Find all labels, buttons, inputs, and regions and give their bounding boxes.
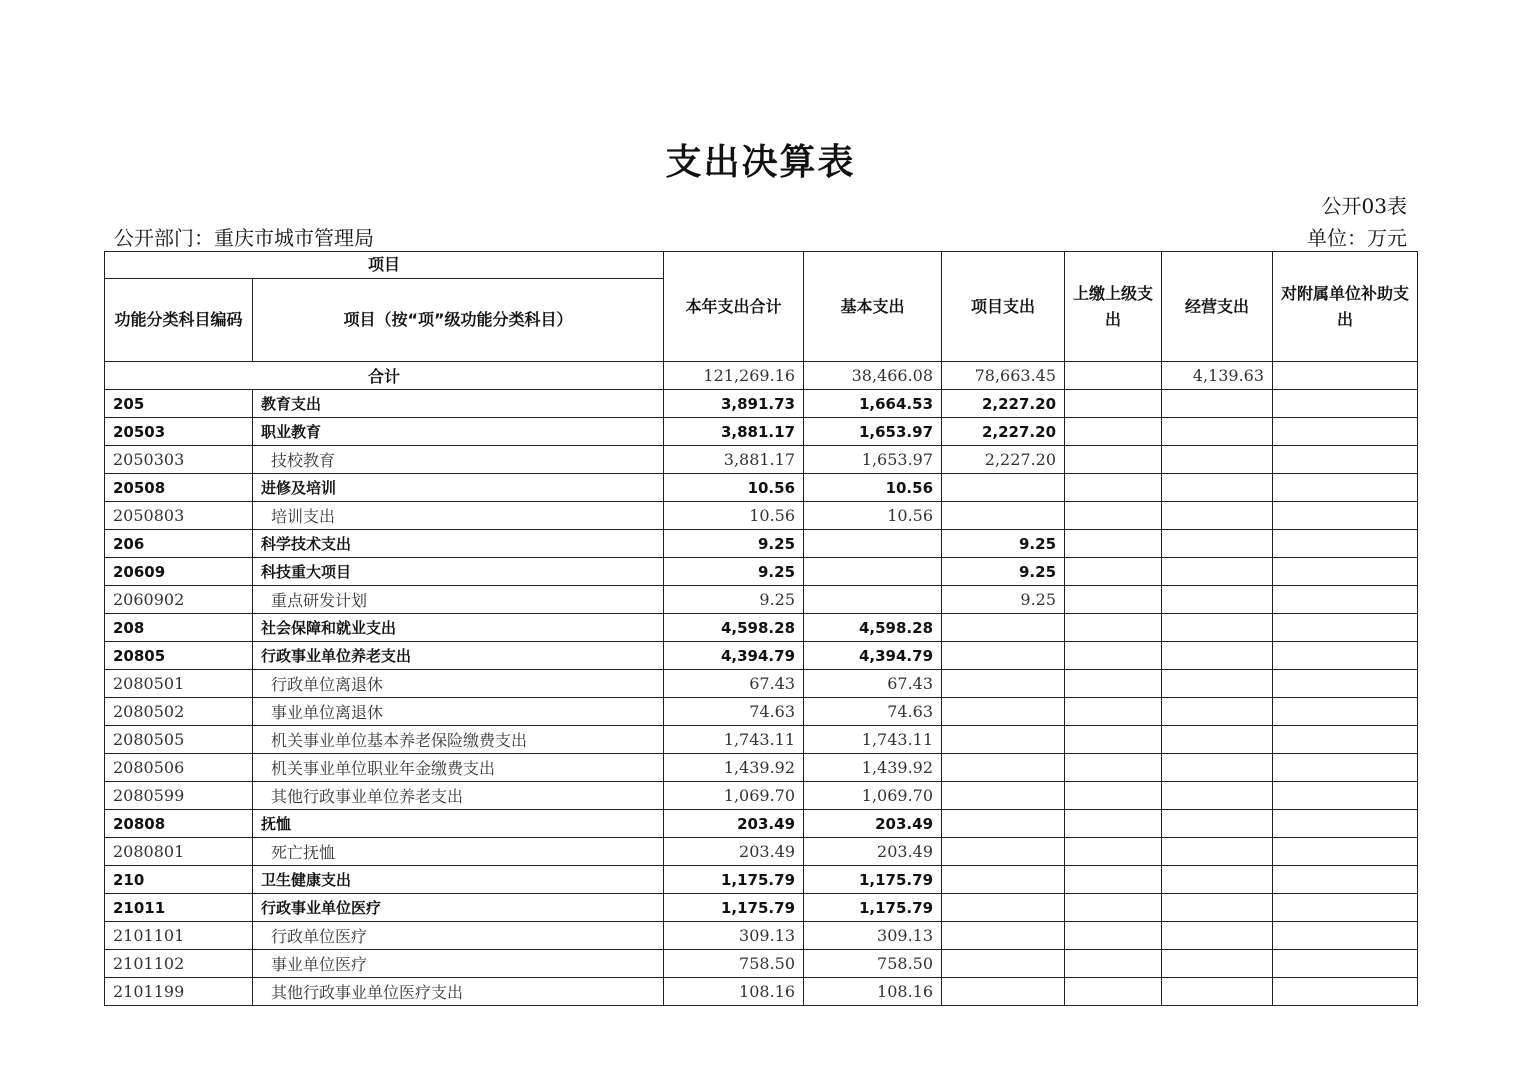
table-row <box>105 530 1418 558</box>
cell-total: 3,881.17 <box>664 446 804 474</box>
cell-subsidy <box>1273 558 1418 586</box>
cell-name: 事业单位离退休 <box>253 698 664 726</box>
cell-basic <box>804 586 942 614</box>
cell-project-exp: 9.25 <box>942 530 1065 558</box>
table-row <box>105 838 1418 866</box>
header-code: 功能分类科目编码 <box>105 279 253 362</box>
cell-code: 2080505 <box>105 726 253 754</box>
cell-remit <box>1065 922 1162 950</box>
cell-basic: 67.43 <box>804 670 942 698</box>
cell-remit <box>1065 446 1162 474</box>
cell-code: 205 <box>105 390 253 418</box>
cell-name: 教育支出 <box>253 390 664 418</box>
cell-operating <box>1162 726 1273 754</box>
cell-total: 1,743.11 <box>664 726 804 754</box>
table-row <box>105 978 1418 1006</box>
cell-name: 科技重大项目 <box>253 558 664 586</box>
cell-operating <box>1162 642 1273 670</box>
cell-code: 2101102 <box>105 950 253 978</box>
cell-subsidy <box>1273 390 1418 418</box>
page-title: 支出决算表 <box>665 142 856 183</box>
table-row <box>105 782 1418 810</box>
cell-total: 1,175.79 <box>664 866 804 894</box>
cell-remit <box>1065 810 1162 838</box>
cell-total: 9.25 <box>664 558 804 586</box>
cell-name: 其他行政事业单位医疗支出 <box>253 978 664 1006</box>
cell-code: 2080501 <box>105 670 253 698</box>
cell-code: 208 <box>105 614 253 642</box>
form-number: 公开03表 <box>1321 194 1407 218</box>
total-label: 合计 <box>105 362 664 390</box>
table-row <box>105 726 1418 754</box>
cell-operating <box>1162 866 1273 894</box>
table-row <box>105 390 1418 418</box>
cell-name: 机关事业单位基本养老保险缴费支出 <box>253 726 664 754</box>
total-row <box>105 362 1418 390</box>
cell-subsidy <box>1273 726 1418 754</box>
cell-name: 技校教育 <box>253 446 664 474</box>
cell-basic: 10.56 <box>804 502 942 530</box>
header-subsidy: 对附属单位补助支出 <box>1273 252 1418 362</box>
cell-total: 10.56 <box>664 502 804 530</box>
cell-subsidy <box>1273 698 1418 726</box>
cell-operating <box>1162 586 1273 614</box>
cell-project-exp <box>942 922 1065 950</box>
cell-total: 9.25 <box>664 586 804 614</box>
table-row <box>105 670 1418 698</box>
header-project: 项目 <box>105 252 664 279</box>
cell-code: 2080502 <box>105 698 253 726</box>
table-row <box>105 614 1418 642</box>
cell-operating <box>1162 838 1273 866</box>
table-row <box>105 474 1418 502</box>
cell-operating <box>1162 530 1273 558</box>
cell-code: 2101199 <box>105 978 253 1006</box>
cell-remit <box>1065 418 1162 446</box>
cell-remit <box>1065 614 1162 642</box>
cell-remit <box>1065 586 1162 614</box>
cell-name: 行政事业单位养老支出 <box>253 642 664 670</box>
cell-remit <box>1065 530 1162 558</box>
cell-operating <box>1162 922 1273 950</box>
cell-name: 死亡抚恤 <box>253 838 664 866</box>
cell-operating <box>1162 474 1273 502</box>
header-operating: 经营支出 <box>1162 252 1273 362</box>
cell-name: 卫生健康支出 <box>253 866 664 894</box>
cell-code: 2050803 <box>105 502 253 530</box>
cell-name: 事业单位医疗 <box>253 950 664 978</box>
table-row <box>105 810 1418 838</box>
cell-project-exp <box>942 698 1065 726</box>
cell-project-exp: 2,227.20 <box>942 418 1065 446</box>
cell-project-exp <box>942 642 1065 670</box>
cell-subsidy <box>1273 950 1418 978</box>
table-row <box>105 922 1418 950</box>
cell-remit <box>1065 866 1162 894</box>
cell-subsidy <box>1273 614 1418 642</box>
cell-subsidy <box>1273 838 1418 866</box>
cell-code: 2080599 <box>105 782 253 810</box>
cell-operating <box>1162 754 1273 782</box>
cell-total: 309.13 <box>664 922 804 950</box>
cell-total: 9.25 <box>664 530 804 558</box>
cell-basic: 758.50 <box>804 950 942 978</box>
cell-project-exp: 9.25 <box>942 586 1065 614</box>
cell-basic: 203.49 <box>804 810 942 838</box>
table-row <box>105 446 1418 474</box>
cell-code: 20503 <box>105 418 253 446</box>
table-row <box>105 586 1418 614</box>
cell-basic: 108.16 <box>804 978 942 1006</box>
cell-basic: 10.56 <box>804 474 942 502</box>
cell-basic: 4,598.28 <box>804 614 942 642</box>
cell-code: 20805 <box>105 642 253 670</box>
cell-code: 2060902 <box>105 586 253 614</box>
cell-name: 重点研发计划 <box>253 586 664 614</box>
cell-subsidy <box>1273 754 1418 782</box>
table-row <box>105 698 1418 726</box>
total-cell-basic: 38,466.08 <box>804 362 942 390</box>
cell-basic: 1,175.79 <box>804 894 942 922</box>
cell-basic: 1,653.97 <box>804 418 942 446</box>
cell-total: 4,394.79 <box>664 642 804 670</box>
cell-subsidy <box>1273 922 1418 950</box>
table-row <box>105 642 1418 670</box>
cell-basic <box>804 558 942 586</box>
cell-operating <box>1162 558 1273 586</box>
cell-code: 2050303 <box>105 446 253 474</box>
cell-operating <box>1162 782 1273 810</box>
cell-basic: 1,069.70 <box>804 782 942 810</box>
cell-basic: 203.49 <box>804 838 942 866</box>
cell-code: 2101101 <box>105 922 253 950</box>
total-cell-operating: 4,139.63 <box>1162 362 1273 390</box>
header-total: 本年支出合计 <box>664 252 804 362</box>
cell-remit <box>1065 754 1162 782</box>
cell-operating <box>1162 390 1273 418</box>
cell-total: 203.49 <box>664 838 804 866</box>
cell-subsidy <box>1273 530 1418 558</box>
cell-basic: 1,653.97 <box>804 446 942 474</box>
table-row <box>105 558 1418 586</box>
cell-total: 1,069.70 <box>664 782 804 810</box>
cell-name: 行政事业单位医疗 <box>253 894 664 922</box>
cell-project-exp: 2,227.20 <box>942 446 1065 474</box>
department-label: 公开部门：重庆市城市管理局 <box>114 226 374 250</box>
cell-operating <box>1162 614 1273 642</box>
cell-operating <box>1162 894 1273 922</box>
cell-code: 2080801 <box>105 838 253 866</box>
unit-label: 单位：万元 <box>1307 226 1407 250</box>
cell-subsidy <box>1273 670 1418 698</box>
cell-total: 3,891.73 <box>664 390 804 418</box>
cell-total: 758.50 <box>664 950 804 978</box>
cell-code: 20508 <box>105 474 253 502</box>
cell-total: 10.56 <box>664 474 804 502</box>
cell-subsidy <box>1273 418 1418 446</box>
cell-total: 67.43 <box>664 670 804 698</box>
cell-remit <box>1065 950 1162 978</box>
cell-name: 行政单位离退休 <box>253 670 664 698</box>
cell-operating <box>1162 698 1273 726</box>
cell-project-exp <box>942 502 1065 530</box>
cell-total: 108.16 <box>664 978 804 1006</box>
cell-remit <box>1065 894 1162 922</box>
cell-name: 科学技术支出 <box>253 530 664 558</box>
cell-project-exp <box>942 810 1065 838</box>
cell-project-exp <box>942 978 1065 1006</box>
cell-name: 其他行政事业单位养老支出 <box>253 782 664 810</box>
cell-name: 社会保障和就业支出 <box>253 614 664 642</box>
cell-remit <box>1065 558 1162 586</box>
cell-total: 3,881.17 <box>664 418 804 446</box>
cell-remit <box>1065 726 1162 754</box>
cell-project-exp: 9.25 <box>942 558 1065 586</box>
table-row <box>105 950 1418 978</box>
cell-basic: 309.13 <box>804 922 942 950</box>
cell-operating <box>1162 670 1273 698</box>
cell-project-exp <box>942 670 1065 698</box>
cell-subsidy <box>1273 810 1418 838</box>
cell-total: 203.49 <box>664 810 804 838</box>
cell-remit <box>1065 502 1162 530</box>
cell-remit <box>1065 978 1162 1006</box>
cell-basic: 4,394.79 <box>804 642 942 670</box>
cell-subsidy <box>1273 502 1418 530</box>
table-row <box>105 502 1418 530</box>
cell-code: 21011 <box>105 894 253 922</box>
cell-subsidy <box>1273 978 1418 1006</box>
cell-operating <box>1162 446 1273 474</box>
cell-remit <box>1065 838 1162 866</box>
cell-subsidy <box>1273 894 1418 922</box>
table-row <box>105 894 1418 922</box>
cell-remit <box>1065 474 1162 502</box>
cell-project-exp <box>942 894 1065 922</box>
cell-project-exp: 2,227.20 <box>942 390 1065 418</box>
cell-basic <box>804 530 942 558</box>
cell-total: 4,598.28 <box>664 614 804 642</box>
cell-project-exp <box>942 726 1065 754</box>
header-project-expenditure: 项目支出 <box>942 252 1065 362</box>
cell-code: 20609 <box>105 558 253 586</box>
cell-basic: 1,743.11 <box>804 726 942 754</box>
table-row <box>105 418 1418 446</box>
cell-total: 1,175.79 <box>664 894 804 922</box>
cell-subsidy <box>1273 586 1418 614</box>
cell-operating <box>1162 810 1273 838</box>
cell-name: 行政单位医疗 <box>253 922 664 950</box>
total-cell-subsidy <box>1273 362 1418 390</box>
header-remit: 上缴上级支出 <box>1065 252 1162 362</box>
cell-name: 培训支出 <box>253 502 664 530</box>
cell-remit <box>1065 642 1162 670</box>
cell-subsidy <box>1273 446 1418 474</box>
cell-name: 抚恤 <box>253 810 664 838</box>
cell-total: 74.63 <box>664 698 804 726</box>
cell-basic: 1,439.92 <box>804 754 942 782</box>
total-cell-total: 121,269.16 <box>664 362 804 390</box>
cell-subsidy <box>1273 474 1418 502</box>
cell-total: 1,439.92 <box>664 754 804 782</box>
expenditure-table <box>104 251 1418 1006</box>
cell-operating <box>1162 950 1273 978</box>
cell-operating <box>1162 418 1273 446</box>
cell-subsidy <box>1273 866 1418 894</box>
cell-project-exp <box>942 782 1065 810</box>
cell-remit <box>1065 390 1162 418</box>
cell-code: 20808 <box>105 810 253 838</box>
cell-name: 机关事业单位职业年金缴费支出 <box>253 754 664 782</box>
cell-project-exp <box>942 838 1065 866</box>
cell-code: 206 <box>105 530 253 558</box>
cell-subsidy <box>1273 642 1418 670</box>
cell-project-exp <box>942 866 1065 894</box>
cell-operating <box>1162 502 1273 530</box>
cell-project-exp <box>942 950 1065 978</box>
cell-project-exp <box>942 474 1065 502</box>
cell-basic: 1,664.53 <box>804 390 942 418</box>
table-row <box>105 866 1418 894</box>
cell-name: 进修及培训 <box>253 474 664 502</box>
cell-code: 2080506 <box>105 754 253 782</box>
cell-project-exp <box>942 614 1065 642</box>
cell-remit <box>1065 782 1162 810</box>
total-cell-project: 78,663.45 <box>942 362 1065 390</box>
cell-remit <box>1065 670 1162 698</box>
cell-subsidy <box>1273 782 1418 810</box>
total-cell-remit <box>1065 362 1162 390</box>
cell-code: 210 <box>105 866 253 894</box>
header-name: 项目（按“项”级功能分类科目） <box>253 279 664 362</box>
table-row <box>105 754 1418 782</box>
cell-project-exp <box>942 754 1065 782</box>
cell-basic: 74.63 <box>804 698 942 726</box>
cell-basic: 1,175.79 <box>804 866 942 894</box>
cell-name: 职业教育 <box>253 418 664 446</box>
header-basic: 基本支出 <box>804 252 942 362</box>
cell-remit <box>1065 698 1162 726</box>
cell-operating <box>1162 978 1273 1006</box>
